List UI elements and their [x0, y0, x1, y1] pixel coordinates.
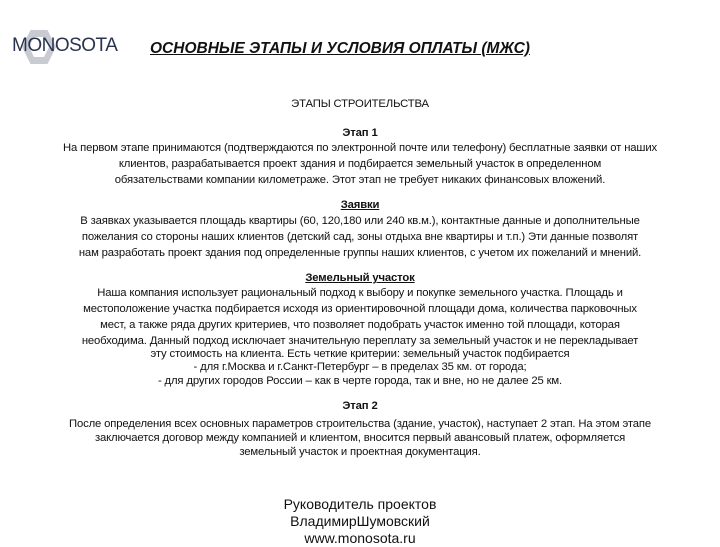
stage2-line: заключается договор между компанией и клиентом, вносится первый авансовый платеж, оформляется [94, 432, 626, 444]
website-link[interactable]: www.monosota.ru [304, 530, 416, 546]
requests-line: В заявках указывается площадь квартиры (60, 120,180 или 240 кв.м.), контактные данные и дополнительные [80, 215, 640, 227]
land-heading: Земельный участок [305, 272, 415, 284]
signature-role: Руководитель проектов [283, 496, 437, 512]
stage2-heading: Этап 2 [342, 400, 378, 412]
page-title: ОСНОВНЫЕ ЭТАПЫ И УСЛОВИЯ ОПЛАТЫ (МЖС) [150, 40, 530, 57]
land-line: Наша компания использует рациональный подход к выбору и покупке земельного участка. Площадь и [97, 287, 623, 299]
stage1-line: обязательствами компании километраже. Этот этап не требует никаких финансовых вложений. [114, 174, 606, 186]
land-line: местоположение участка подбирается исходя из ориентировочной площади дома, количества парковочных [83, 303, 637, 315]
signature-name: ВладимирШумовский [290, 513, 430, 529]
requests-line: нам разработать проект здания под определенные группы наших клиентов, с учетом их пожеланий и мнений. [78, 247, 642, 259]
stage1-heading: Этап 1 [342, 127, 378, 139]
stage1-line: клиентов, разрабатывается проект здания и подбирается земельный участок в определенном [118, 158, 602, 170]
stage1-line: На первом этапе принимаются (подтверждаются по электронной почте или телефону) бесплатные заявки от наших [62, 142, 657, 154]
company-logo [10, 28, 125, 66]
stage2-line: После определения всех основных параметров строительства (здание, участок), наступает 2 этап. На этом этапе [68, 418, 652, 430]
land-line: мест, а также ряда других критериев, что позволяет подобрать участок именно той площади, которая [100, 319, 620, 331]
logo-text: MONOSOTA [12, 35, 118, 56]
land-line: - для г.Москва и г.Санкт-Петербург – в пределах 35 км. от города; [193, 361, 527, 373]
requests-heading: Заявки [340, 199, 380, 211]
land-line: - для других городов России – как в черте города, так и вне, но не далее 25 км. [157, 375, 563, 387]
requests-line: пожелания со стороны наших клиентов (детский сад, зоны отдыха вне квартиры и т.п.) Эти данные позволят [81, 231, 639, 243]
section-heading: ЭТАПЫ СТРОИТЕЛЬСТВА [291, 98, 429, 110]
stage2-line: земельный участок и проектная документация. [239, 446, 481, 458]
land-line: необходима. Данный подход исключает значительную переплату за земельный участок и не перекладывает [81, 335, 639, 347]
land-line: эту стоимость на клиента. Есть четкие критерии: земельный участок подбирается [150, 348, 570, 360]
